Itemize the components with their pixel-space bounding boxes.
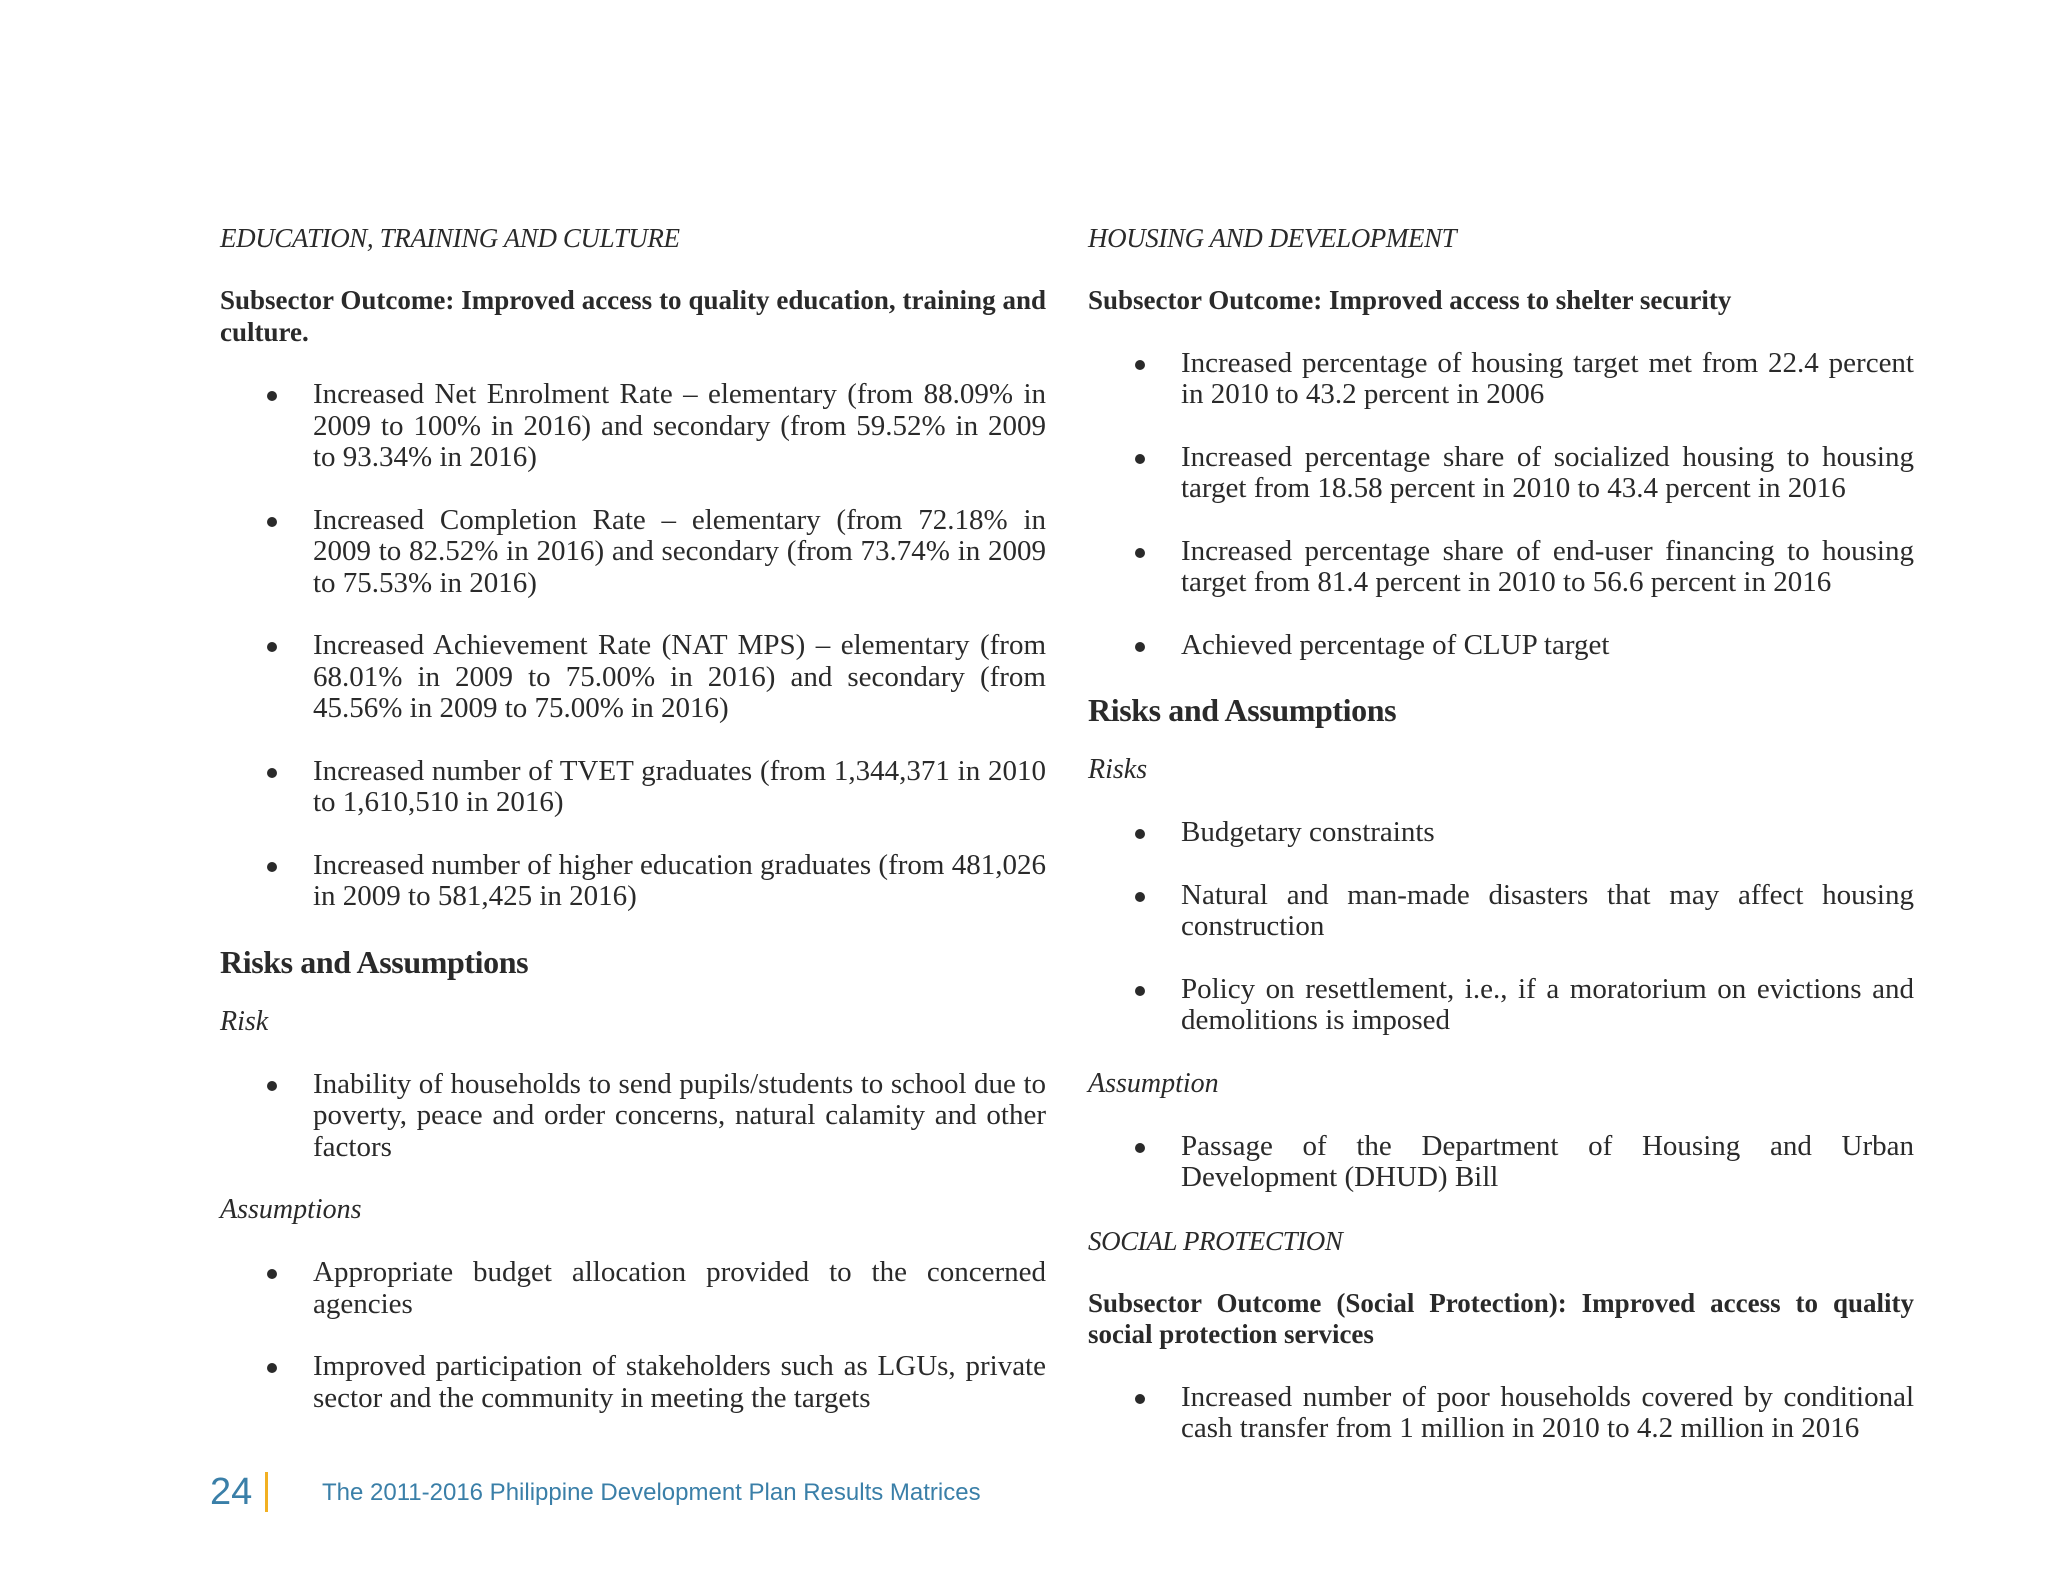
- list-item-text: Improved participation of stakeholders such as LGUs, private sector and the community in meeting the targets: [313, 1350, 1046, 1414]
- list-item: [220, 756, 1046, 819]
- bullet-icon: [267, 642, 277, 652]
- list-item: [220, 505, 1046, 600]
- section-title-social-protection: SOCIAL PROTECTION: [1088, 1225, 1343, 1256]
- list-item-text: Increased number of higher education graduates (from 481,026 in 2009 to 581,425 in 2016): [313, 848, 1046, 912]
- bullet-icon: [267, 862, 277, 872]
- list-item: [220, 1069, 1046, 1164]
- section-title-education: EDUCATION, TRAINING AND CULTURE: [220, 223, 680, 253]
- risks-label: Risks: [1088, 754, 1148, 785]
- risks-assumptions-heading: Risks and Assumptions: [1088, 692, 1397, 728]
- list-item-text: Appropriate budget allocation provided to the concerned agencies: [313, 1256, 1046, 1320]
- list-item: [220, 1257, 1046, 1320]
- list-item-text: Policy on resettlement, i.e., if a moratorium on evictions and demolitions is imposed: [1181, 972, 1914, 1036]
- bullet-icon: [1135, 829, 1145, 839]
- subsector-outcome-housing: Subsector Outcome: Improved access to shelter security: [1088, 285, 1732, 315]
- footer-title: The 2011-2016 Philippine Development Plan Results Matrices: [322, 1479, 981, 1506]
- bullet-icon: [267, 1081, 277, 1091]
- list-item: [1088, 817, 1914, 849]
- left-column: [220, 222, 1046, 1445]
- bullet-icon: [1135, 642, 1145, 652]
- bullet-icon: [267, 768, 277, 778]
- bullet-icon: [1135, 548, 1145, 558]
- page-number: 24: [210, 1471, 253, 1513]
- list-item-text: Increased Achievement Rate (NAT MPS) – elementary (from 68.01% in 2009 to 75.00% in 2016) and secondary (from 45.56% in 2009 to 75.00% in 2016): [313, 629, 1046, 724]
- list-item-text: Increased number of poor households covered by conditional cash transfer from 1 million in 2010 to 4.2 million in 2016: [1181, 1380, 1914, 1444]
- outcome-indicator-list: [1088, 348, 1914, 662]
- list-item-text: Increased percentage share of end-user financing to housing target from 81.4 percent in 2010 to 56.6 percent in 2016: [1181, 534, 1914, 598]
- list-item: [220, 1351, 1046, 1414]
- list-item-text: Achieved percentage of CLUP target: [1181, 628, 1610, 661]
- list-item: [220, 379, 1046, 474]
- list-item: [220, 630, 1046, 725]
- section-title-housing: HOUSING AND DEVELOPMENT: [1088, 223, 1457, 253]
- list-item: [1088, 974, 1914, 1037]
- bullet-icon: [267, 517, 277, 527]
- list-item: [1088, 536, 1914, 599]
- assumptions-label: Assumptions: [220, 1194, 362, 1225]
- list-item-text: Increased Completion Rate – elementary (from 72.18% in 2009 to 82.52% in 2016) and secondary (from 73.74% in 2009 to 75.53% in 2016): [313, 503, 1046, 599]
- assumption-label: Assumption: [1088, 1067, 1219, 1099]
- bullet-icon: [1135, 986, 1145, 996]
- bullet-icon: [1135, 1143, 1145, 1153]
- list-item: [220, 850, 1046, 913]
- outcome-indicator-list: [220, 379, 1046, 913]
- list-item-text: Increased percentage of housing target met from 22.4 percent in 2010 to 43.2 percent in 2006: [1181, 346, 1914, 410]
- bullet-icon: [1135, 454, 1145, 464]
- risk-list: [220, 1069, 1046, 1164]
- list-item-text: Increased percentage share of socialized housing to housing target from 18.58 percent in 2010 to 43.4 percent in 2016: [1181, 440, 1914, 504]
- bullet-icon: [267, 1269, 277, 1279]
- outcome-indicator-list: [1088, 1382, 1914, 1445]
- bullet-icon: [1135, 892, 1145, 902]
- list-item-text: Increased number of TVET graduates (from 1,344,371 in 2010 to 1,610,510 in 2016): [313, 754, 1046, 818]
- risk-list: [1088, 817, 1914, 1037]
- list-item-text: Inability of households to send pupils/students to school due to poverty, peace and order concerns, natural calamity and other factors: [313, 1067, 1046, 1163]
- list-item: [1088, 1382, 1914, 1445]
- list-item: [1088, 348, 1914, 411]
- list-item: [1088, 442, 1914, 505]
- subsector-outcome-social-protection: Subsector Outcome (Social Protection): Improved access to quality social protection services: [1088, 1287, 1914, 1349]
- list-item-text: Budgetary constraints: [1181, 816, 1435, 848]
- list-item: [1088, 880, 1914, 943]
- bullet-icon: [267, 391, 277, 401]
- right-column: [1088, 222, 1914, 1476]
- list-item: [1088, 1131, 1914, 1194]
- risks-assumptions-heading: Risks and Assumptions: [220, 943, 529, 980]
- assumption-list: [220, 1257, 1046, 1414]
- list-item-text: Natural and man-made disasters that may affect housing construction: [1181, 878, 1914, 942]
- bullet-icon: [1135, 1394, 1145, 1404]
- risk-label: Risk: [220, 1005, 269, 1037]
- bullet-icon: [267, 1363, 277, 1373]
- assumption-list: [1088, 1131, 1914, 1194]
- bullet-icon: [1135, 360, 1145, 370]
- list-item-text: Increased Net Enrolment Rate – elementary (from 88.09% in 2009 to 100% in 2016) and secondary (from 59.52% in 2009 to 93.34% in 2016): [313, 378, 1046, 473]
- list-item: [1088, 630, 1914, 662]
- footer-divider: [265, 1472, 268, 1512]
- list-item-text: Passage of the Department of Housing and Urban Development (DHUD) Bill: [1181, 1129, 1914, 1193]
- subsector-outcome-education: Subsector Outcome: Improved access to quality education, training and culture.: [220, 285, 1046, 347]
